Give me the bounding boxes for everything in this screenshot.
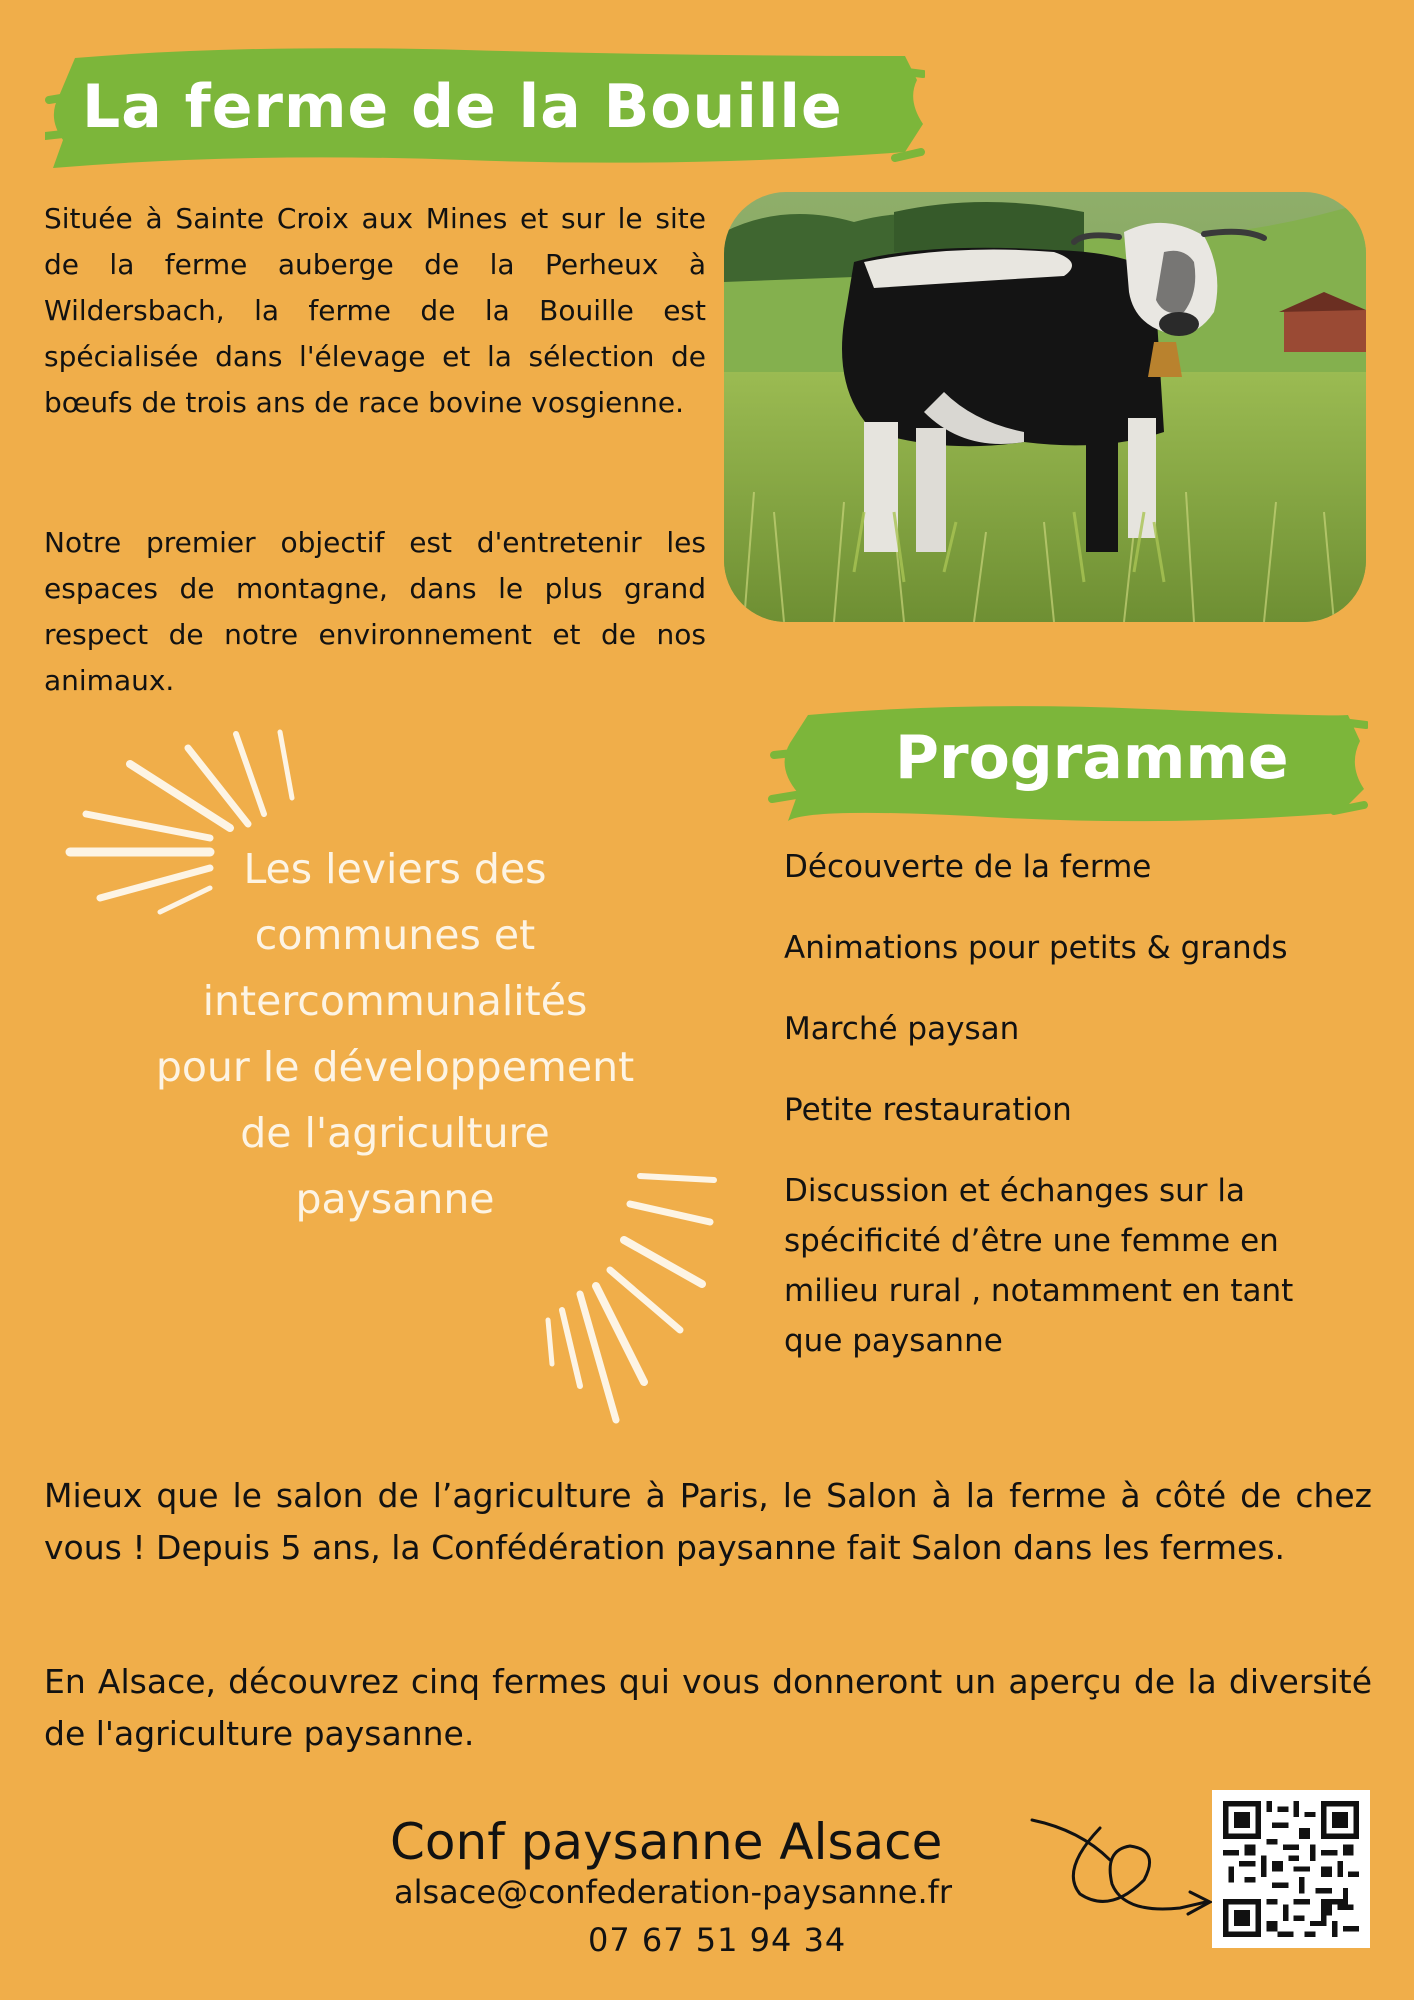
list-item: Marché paysan — [784, 1011, 1020, 1047]
list-item: Discussion et échanges sur la spécificité d’être une femme en milieu rural , notamment en tant que paysanne — [784, 1173, 1294, 1359]
list-item: Découverte de la ferme — [784, 849, 1152, 885]
list-item: Petite restauration — [784, 1092, 1072, 1128]
arrow-doodle-icon — [1020, 1810, 1220, 1930]
burst-decoration-bottom-right — [540, 1160, 720, 1430]
salon-paragraph: Mieux que le salon de l’agriculture à Paris, le Salon à la ferme à côté de chez vous ! Depuis 5 ans, la Confédération paysanne fait Salon dans les fermes. — [44, 1476, 1372, 1567]
alsace-paragraph: En Alsace, découvrez cinq fermes qui vous donneront un aperçu de la diversité de l'agriculture paysanne. — [44, 1662, 1372, 1753]
contact-email[interactable]: alsace@confederation-paysanne.fr — [394, 1873, 953, 1911]
intro-paragraph: Située à Sainte Croix aux Mines et sur le site de la ferme auberge de la Perheux à Wildersbach, la ferme de la Bouille est spécialisée dans l'élevage et la sélection de bœufs de trois ans de race bovine vosgienne. — [44, 202, 706, 419]
cow-photo — [724, 192, 1366, 622]
programme-list — [784, 842, 1344, 1397]
organization-name: Conf paysanne Alsace — [390, 1813, 943, 1871]
tagline: Les leviers des communes et intercommunalités pour le développement de l'agriculture paysanne — [155, 845, 635, 1223]
page-title: La ferme de la Bouille — [82, 72, 843, 142]
programme-title: Programme — [895, 723, 1289, 793]
qr-code-icon[interactable] — [1212, 1790, 1370, 1948]
contact-phone[interactable]: 07 67 51 94 34 — [588, 1921, 847, 1959]
objective-paragraph: Notre premier objectif est d'entretenir les espaces de montagne, dans le plus grand respect de notre environnement et de nos animaux. — [44, 526, 706, 697]
list-item: Animations pour petits & grands — [784, 930, 1288, 966]
